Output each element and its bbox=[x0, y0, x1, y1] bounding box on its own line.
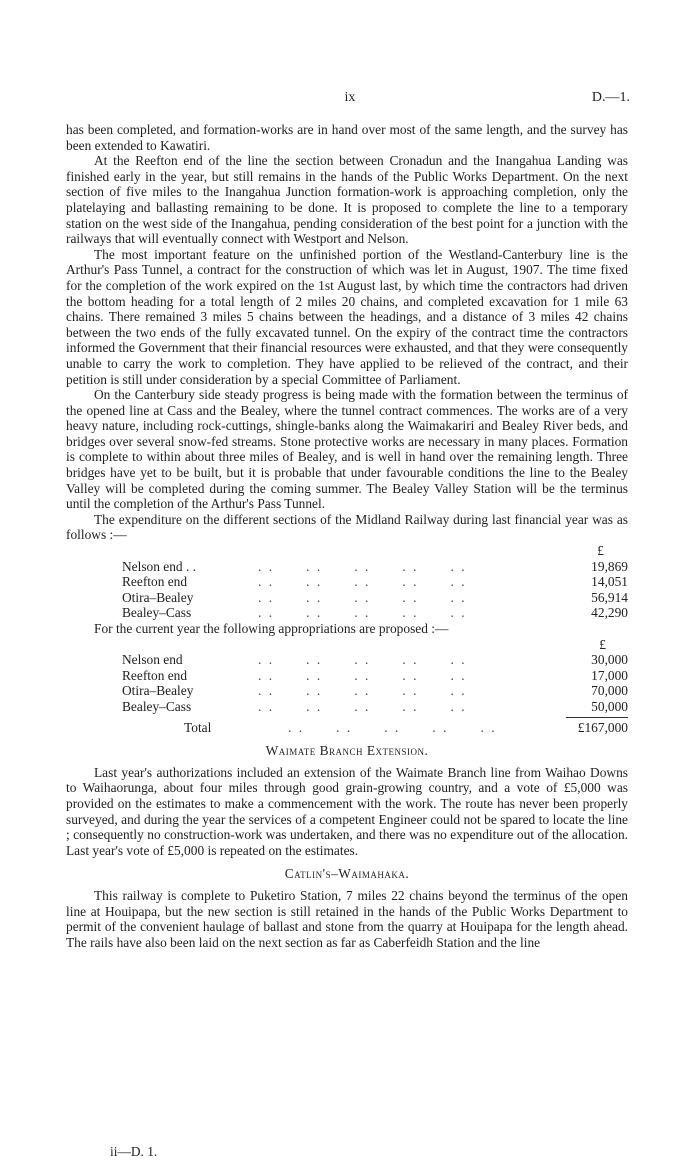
row-amount: 50,000 bbox=[591, 698, 628, 714]
total-row bbox=[122, 720, 628, 736]
leader-dots: . . . . . . . . . . bbox=[258, 605, 467, 621]
table-row bbox=[122, 699, 628, 715]
page-body bbox=[66, 122, 628, 950]
appropriations-intro: For the current year the following appropriations are proposed :— bbox=[94, 621, 449, 636]
row-amount: 19,869 bbox=[591, 558, 628, 574]
row-name: Nelson end bbox=[122, 652, 183, 668]
table-row bbox=[122, 574, 628, 590]
appropriations-table bbox=[122, 637, 628, 736]
table-row bbox=[122, 590, 628, 606]
row-amount: 17,000 bbox=[591, 667, 628, 683]
row-amount: 70,000 bbox=[591, 683, 628, 699]
row-name: Otira–Bealey bbox=[122, 683, 194, 699]
paragraph-catlins: This railway is complete to Puketiro Station, 7 miles 22 chains beyond the terminus of the open line at Houipapa, but the new section is still retained in the hands of the Public Works Department to permit of the convenient haulage of ballast and stone from the quarry at Houipapa for the length ahead. The rails have also been laid on the next section as far as Caberfeidh Station and the line bbox=[66, 887, 628, 950]
row-name: Otira–Bealey bbox=[122, 589, 194, 605]
row-amount: 42,290 bbox=[591, 605, 628, 621]
appropriations-currency: £ bbox=[599, 636, 606, 652]
table-row bbox=[122, 559, 628, 575]
leader-dots: . . . . . . . . . . bbox=[258, 667, 467, 683]
leader-dots: . . . . . . . . . . bbox=[288, 719, 497, 735]
expenditure-table bbox=[122, 543, 628, 621]
paragraph-3: The most important feature on the unfinished portion of the Westland-Canterbury line is the Arthur's Pass Tunnel, a contract for the construction of which was let in August, 1907. The time fixed for the completion of the work expired on the 1st August last, by which time the contractors had driven the bottom heading for a total length of 2 miles 20 chains, and completed excavation for 1 mile 63 chains. There remained 3 miles 5 chains between the headings, and a distance of 3 miles 42 chains between the two ends of the fully excavated tunnel. On the expiry of the contract time the contractors informed the Government that their financial resources were exhausted, and that they were consequently unable to carry the work to completion. They have applied to be relieved of the contract, and their petition is still under consideration by a special Committee of Parliament. bbox=[66, 246, 628, 387]
paragraph-waimate: Last year's authorizations included an extension of the Waimate Branch line from Waihao Downs to Waihaorunga, about four miles through good grain-growing country, and a vote of £5,000 was provided on the estimates to make a commencement with the work. The route has never been properly surveyed, and during the year the services of a competent Engineer could not be spared to locate the line ; consequently no construction-work was undertaken, and there was no expenditure out of the allocation. Last year's vote of £5,000 is repeated on the estimates. bbox=[66, 764, 628, 858]
paragraph-4: On the Canterbury side steady progress is being made with the formation between the terminus of the opened line at Cass and the Bealey, where the tunnel contract commences. The works are of a very heavy nature, including rock-cuttings, shingle-banks along the Waimakariri and Bealey River beds, and bridges over several snow-fed streams. Stone protective works are necessary in many places. Formation is complete to within about three miles of Bealey, and is well in hand over the remaining length. Three bridges have yet to be built, but it is probable that under favourable conditions the line to the Bealey Valley will be completed during the coming summer. The Bealey Valley Station will be the terminus until the completion of the Arthur's Pass Tunnel. bbox=[66, 387, 628, 512]
row-amount: 30,000 bbox=[591, 652, 628, 668]
leader-dots: . . . . . . . . . . bbox=[258, 589, 467, 605]
section-heading-catlins: Catlin's–Waimahaka. bbox=[284, 866, 410, 882]
document-reference: D.—1. bbox=[591, 90, 630, 105]
page-header bbox=[0, 90, 700, 108]
paragraph-1: has been completed, and formation-works are in hand over most of the same length, and the survey has been extended to Kawatiri. bbox=[66, 122, 628, 153]
row-name: Reefton end bbox=[122, 574, 188, 590]
row-name: Bealey–Cass bbox=[122, 605, 192, 621]
row-amount: 14,051 bbox=[591, 574, 628, 590]
expenditure-currency: £ bbox=[597, 543, 604, 559]
row-name: Bealey–Cass bbox=[122, 698, 192, 714]
page-footer-signature: ii—D. 1. bbox=[110, 1144, 158, 1159]
leader-dots: . . . . . . . . . . bbox=[258, 698, 467, 714]
row-name: Nelson end . . bbox=[122, 558, 197, 574]
table-row bbox=[122, 605, 628, 621]
row-name: Reefton end bbox=[122, 667, 188, 683]
table-row bbox=[122, 668, 628, 684]
total-label: Total bbox=[184, 719, 212, 735]
leader-dots: . . . . . . . . . . bbox=[258, 558, 467, 574]
leader-dots: . . . . . . . . . . bbox=[258, 683, 467, 699]
section-heading-waimate: Waimate Branch Extension. bbox=[265, 743, 429, 759]
table-row bbox=[122, 683, 628, 699]
paragraph-5: The expenditure on the different sections of the Midland Railway during last financial year was as follows :— bbox=[66, 511, 628, 543]
row-amount: 56,914 bbox=[591, 589, 628, 605]
table-row bbox=[122, 652, 628, 668]
total-rule bbox=[566, 717, 628, 718]
paragraph-2: At the Reefton end of the line the section between Cronadun and the Inangahua Landing was finished early in the year, but still remains in the hands of the Public Works Department. On the next section of five miles to the Inangahua Junction formation-work is approaching completion, only the platelaying and ballasting remaining to be done. It is proposed to complete the line to a temporary station on the west side of the Inangahua, pending consideration of the best point for a junction with the railways that will eventually connect with Westport and Nelson. bbox=[66, 153, 628, 247]
total-amount: £167,000 bbox=[577, 719, 628, 735]
page-number: ix bbox=[344, 90, 356, 105]
leader-dots: . . . . . . . . . . bbox=[258, 574, 467, 590]
leader-dots: . . . . . . . . . . bbox=[258, 652, 467, 668]
